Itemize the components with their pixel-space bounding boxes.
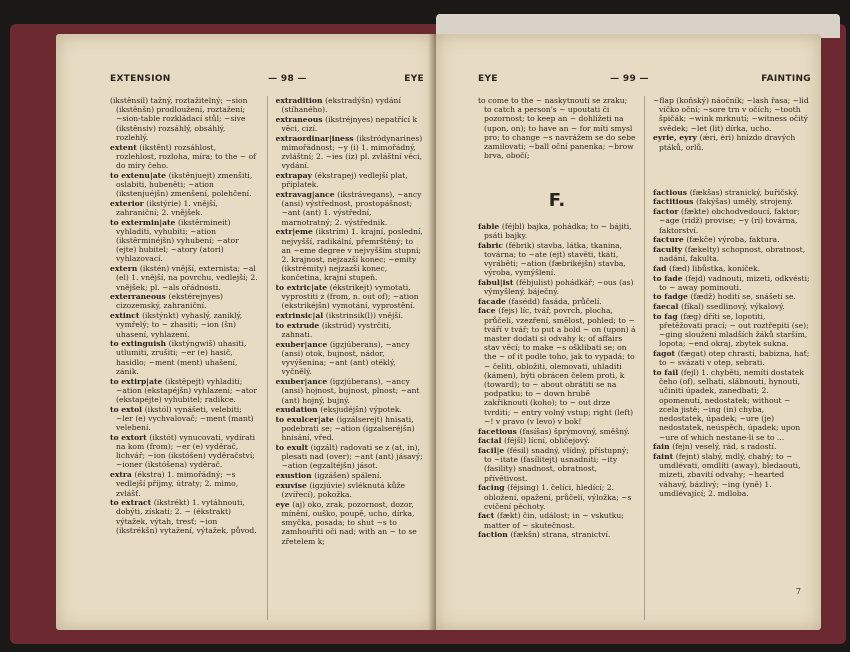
- entry-definition: (ikstén) vnější, externista; ~al (el) 1. vnější, na povrchu, vedlejší; 2. vnějšek; pl. ~als ořádnosti.: [116, 264, 258, 292]
- dictionary-entry: [110, 311, 259, 339]
- entry-headword: facture: [653, 235, 687, 245]
- entry-definition: (ikstól) vynášeti, velebiti; ~ler (e) vychvalovač; ~ment (mant) velebení.: [116, 404, 254, 433]
- entry-definition: (fækt) čin, událost; in ~ vskutku; matter of ~ skutečnost.: [484, 511, 624, 530]
- entry-definition: (fægat) otep chrastí, babizna, hať; to ~ svázati v otep, sebrati.: [659, 349, 810, 368]
- dictionary-entry: [276, 321, 425, 339]
- right-page-columns: [478, 96, 811, 620]
- entry-definition: (ikstýnkt) vyhaslý, zaniklý, vymřelý; to ~ zhasiti; ~ion (šn) uhasení, vyhlazení.: [116, 311, 243, 339]
- entry-headword: extrinsic|al: [275, 311, 326, 321]
- entry-definition: (fejd) vadnouti, mizeti, odkvésti; to ~ away pominouti.: [659, 273, 810, 292]
- entry-definition: (ikstrékt) 1. vytáhnouti, dobýti, získati; 2. ~ (ékstrakt) výtažek, výtah, tresť; ~ion (ikstrékšn) vytažení, výtažek, původ.: [116, 498, 257, 535]
- entry-headword: exuber|ance: [275, 339, 330, 349]
- dictionary-entry: [478, 297, 636, 306]
- entry-headword: fad: [653, 263, 670, 273]
- entry-definition: (igzášen) spálení.: [314, 471, 382, 481]
- entry-headword: extr|eme: [275, 227, 316, 237]
- entry-definition: (ikstrím) 1. krajní, poslední, nejvyšší, radikální, přemrštěný; to an ~eme degree v nejvyšším stupni; 2. krajnost, nejzazší konec; ~emity (ikstrémity) nejzazší konec, končetina, krajní stupeň.: [281, 227, 423, 283]
- entry-definition: (ékstrikejt) vymotati, vyprostiti z (from, n. out of); ~ation (ekstrikéjšn) vymotání, vyprostění.: [281, 283, 419, 311]
- section-letter: F.: [548, 190, 566, 212]
- entry-headword: fain: [653, 442, 673, 452]
- entry-headword: to extort: [110, 432, 150, 442]
- dictionary-entry: [276, 96, 425, 114]
- entry-definition: (ikstênsil) tažný, roztažitelný; ~sion (ikstênšn) prodloužení, roztažení; ~sion-table rozkládací stůl; ~sive (ikstênsiv) rozsáhlý, obsáhlý, rozlehlý.: [110, 96, 248, 142]
- dictionary-entry: [110, 292, 259, 310]
- dictionary-entry: [653, 349, 811, 367]
- entry-definition: (fasédd) fasáda, průčelí.: [508, 296, 602, 306]
- entry-headword: exudation: [275, 405, 321, 415]
- right-header-guideword-right: FAINTING: [761, 74, 811, 84]
- entry-definition: (fækšn) strana, stranictví.: [510, 530, 611, 540]
- dictionary-entry: [276, 171, 425, 189]
- dictionary-entry: [276, 377, 425, 405]
- entry-headword: extraneous: [275, 114, 326, 124]
- entry-definition: (fébrik) stavba, látka, tkanina, továrna; to ~ate (ejt) stavěti, tkáti, vyráběti; ~ation (fæbrikéjšn) stavba, výroba, vymýšlení.: [484, 240, 626, 278]
- left-page-columns: [110, 96, 424, 620]
- entry-definition: (ikstrinsik(l)) vnější.: [325, 311, 404, 321]
- entry-definition: (ikstýrie) 1. vnější, zahraniční; 2. vnějšek.: [116, 198, 218, 217]
- dictionary-entry: [110, 199, 259, 217]
- dictionary-entry: [276, 471, 425, 480]
- entry-definition: (fæg) dříti se, lopotiti, přetěžovati prací; ~ out roztřepiti (se); ~ging sloužení mladších žáků starším, lopota; ~end okraj, zbytek sukna.: [659, 311, 809, 349]
- entry-headword: exustion: [275, 471, 315, 481]
- entry-definition: (fésil) snadný, vlídný, přístupný; to ~itate (fasílitejt) usnadniti; ~ity (fasility) snadnost, obratnost, přívětivost.: [484, 446, 629, 483]
- entry-headword: extent: [110, 142, 140, 152]
- entry-headword: to extract: [110, 498, 154, 508]
- entry-definition: (igzjúvie) svléknutá kůže (zvířecí), pokožka.: [281, 480, 405, 500]
- entry-headword: exuvise: [275, 480, 310, 490]
- dictionary-entry: [276, 340, 425, 377]
- entry-headword: extradition: [275, 96, 326, 105]
- dictionary-entry: [276, 443, 425, 471]
- dictionary-entry: [110, 377, 259, 405]
- dictionary-entry: [653, 245, 811, 263]
- entry-definition: (ekstérejnyes) cizozemský, zahraniční.: [116, 292, 223, 311]
- right-column-1: [478, 96, 636, 620]
- entry-definition: (ikstót) vynucovati, vydírati na kom (from); ~er (e) vyděrač, lichvář; ~ion (ikstóšen) vyděračství; ~ioner (ikstóšena) vyděrač.: [116, 432, 256, 470]
- entry-definition: (fejnt) slabý, mdlý, chabý; to ~ umdlévati, omdlíti (away), bledaouti, mizeti, zbavití odvahy; ~hearted váhavý, bázlivý; ~ing (yně) 1. umdlévající; 2. mdloba.: [659, 451, 801, 498]
- dictionary-entry: [653, 235, 811, 244]
- entry-headword: facial: [478, 436, 505, 446]
- entry-definition: (ikstêpejt) vyhladiti; ~ation (ekstapéjšn) vyhlazení; ~ator (ekstapéjte) vyhubitel; radikce.: [116, 376, 258, 404]
- left-header-guideword-right: EYE: [404, 74, 424, 84]
- entry-definition: (ikstrúd) vystrčiti, zahnati.: [281, 320, 392, 340]
- dictionary-entry: [653, 264, 811, 273]
- entry-definition: (fakýšas) umělý, strojený.: [696, 197, 793, 207]
- entry-definition: (féjbl) bajka, pohádka; to ~ bájiti, psáti bajky.: [484, 221, 632, 240]
- entry-definition: (ikstródynarines) mimořádnost; ~y (i) 1. mimořádný, zvláštní; 2. ~ies (iz) pl. zvláštní věci, vydání.: [281, 133, 423, 171]
- entry-headword: factitious: [653, 197, 697, 207]
- entry-headword: fabul|ist: [478, 277, 516, 287]
- entry-headword: fact: [478, 511, 497, 521]
- dictionary-entry: [110, 339, 259, 376]
- entry-definition: (fækšas) stranický, buřičský.: [689, 187, 799, 197]
- dictionary-entry: [653, 207, 811, 235]
- entry-headword: to exulcer|ate: [275, 414, 337, 424]
- entry-headword: exterraneous: [110, 292, 169, 302]
- entry-headword: face: [478, 306, 499, 316]
- dictionary-entry: [478, 96, 636, 160]
- right-header-guideword-left: EYE: [478, 74, 498, 84]
- dictionary-entry: [276, 311, 425, 320]
- left-header-guideword-left: EXTENSION: [110, 74, 171, 84]
- right-page: [436, 34, 821, 630]
- entry-definition: (ikstréjnyes) nepatřící k věci, cizí.: [281, 114, 418, 134]
- entry-headword: extrapay: [275, 171, 315, 181]
- entry-definition: (fasíšas) šprýmovný, směšný.: [519, 426, 630, 436]
- dictionary-entry: [653, 368, 811, 442]
- entry-definition: (ikstênt) rozsáhlost, rozlehlost, rozloha, míra; to the ~ of do míry čeho.: [116, 142, 257, 170]
- dictionary-entry: [276, 500, 425, 546]
- entry-headword: extraordinar|iness: [275, 133, 357, 143]
- entry-definition: (ǽri, ėri) hnízdo dravých ptáků, orlů.: [659, 133, 796, 152]
- corner-mark: 7: [795, 587, 801, 596]
- entry-definition: (ékstra) 1. mimořádný; ~s vedlejší příjmy, útraty; 2. mimo, zvlášť.: [116, 470, 239, 498]
- entry-headword: fabric: [478, 240, 506, 250]
- entry-headword: fable: [478, 221, 502, 231]
- entry-headword: to fadge: [653, 292, 691, 302]
- dictionary-entry: [276, 190, 425, 227]
- dictionary-entry: [653, 188, 811, 197]
- dictionary-entry: [110, 96, 259, 142]
- entry-headword: to extinguish: [110, 339, 169, 349]
- dictionary-entry: [276, 415, 425, 443]
- entry-definition: (igzjúberans), ~ancy (ansi) otok, bujnost, nádor, vyvýšenina; ~ant (ant) otéklý, vyčnělý.: [281, 339, 410, 377]
- entry-definition: (féjsinɡ) 1. čelíci, hledící; 2. obložení, opažení, průčelí, výložka; ~s cvičení pěchoty.: [484, 483, 632, 511]
- entry-headword: to extermin|ate: [110, 217, 179, 227]
- entry-definition: (fækelty) schopnost, obratnost, nadání, fakulta.: [659, 244, 806, 264]
- entry-definition: (fíkal) ssedlinový, výkalový.: [681, 302, 785, 312]
- dictionary-entry: [653, 292, 811, 301]
- dictionary-entry: [276, 283, 425, 311]
- left-column-1: [110, 96, 259, 620]
- entry-headword: extinct: [110, 311, 143, 321]
- entry-definition: (ikstýngwiš) uhasiti, utlumiti, zrušiti; ~er (e) hasič, hasidlo; ~ment (ment) uhašení, zánik.: [116, 339, 247, 376]
- dictionary-entry: [478, 222, 636, 240]
- entry-definition: (fejl) 1. chyběti, nemíti dostatek čeho (of), selhati, slábnouti, hynouti, učiniti úpadek, zanedbati; 2. opomenutí, nedostatek; without ~ zcela jistě; ~ing (in) chyba, nedostatek, úpadek; ~ure (je) nedostatek, neúspěch, úpadek; upon ~ure of which nestane-li se to ...: [659, 368, 804, 442]
- entry-definition: ~flap (koňský) náočník; ~lash řasa; ~lid víčko oční; ~sore trn v očích; ~tooth špičák; ~wink mrknutí; ~witness očitý svědek; ~let (lit) dírka, ucho.: [653, 96, 809, 133]
- entry-headword: eye: [275, 499, 293, 509]
- entry-definition: (fébjulist) pohádkář; ~ous (as) výmyšlený, báječný.: [484, 277, 634, 297]
- entry-headword: factor: [653, 207, 682, 217]
- dictionary-entry: [110, 498, 259, 535]
- dictionary-entry: [653, 133, 811, 151]
- entry-headword: eyrie, eyry: [653, 133, 700, 143]
- entry-headword: facetious: [478, 426, 520, 436]
- entry-headword: exterior: [110, 198, 147, 208]
- entry-headword: faecal: [653, 302, 682, 312]
- entry-headword: faculty: [653, 244, 685, 254]
- entry-definition: (igzjúberans), ~ancy (ansi) hojnost, bujnost, plnost; ~ant (ant) hojný, bujný.: [281, 377, 420, 405]
- entry-definition: (ikstênjuejt) zmenšiti, oslabiti, hubeněti; ~ation (ikstenjuéjšn) zmenšení, polehčení.: [116, 170, 253, 199]
- right-header-page-number: — 99 —: [610, 74, 649, 84]
- entry-definition: (ikstrávegans), ~ancy (ansi) výstřednost, prostopášnost; ~ant (ant) 1. výstřední, marnotratný; 2. výstřednik.: [281, 190, 422, 227]
- left-page-header: [110, 74, 424, 84]
- dictionary-entry: [478, 241, 636, 278]
- dictionary-entry: [110, 264, 259, 292]
- dictionary-entry: [653, 274, 811, 292]
- entry-definition: (igzált) radovati se z (at, in), plesati nad (over); ~ant (ant) jásavý; ~ation (egzaltéjšn) jásot.: [281, 443, 423, 471]
- entry-definition: (fækte) obchodvedoucí, faktor; ~age (ridž) provise; ~y (ri) továrna, faktorství.: [659, 207, 800, 235]
- entry-headword: exuber|ance: [275, 377, 330, 387]
- entry-headword: extern: [110, 264, 140, 274]
- dictionary-entry: [110, 143, 259, 171]
- left-header-page-number: — 98 —: [268, 74, 307, 84]
- dictionary-entry: [653, 197, 811, 206]
- entry-headword: factious: [653, 187, 690, 197]
- dictionary-entry: [478, 483, 636, 511]
- entry-headword: to fail: [653, 368, 681, 378]
- dictionary-entry: [653, 452, 811, 498]
- entry-headword: extravag|ance: [275, 190, 338, 200]
- left-page: [56, 34, 436, 630]
- entry-definition: (ikstêrmineit) vyhladiti, vyhubiti; ~ation (ikstêrminéjšn) vyhubení; ~ator (ejte) hubitel; ~atory (atori) vyhlazovací.: [116, 217, 239, 264]
- entry-headword: facil|e: [478, 446, 507, 455]
- entry-headword: to exult: [275, 443, 311, 453]
- dictionary-entry: [478, 446, 636, 483]
- dictionary-entry: [276, 227, 425, 282]
- dictionary-entry: [478, 530, 636, 539]
- column-divider: [267, 96, 268, 620]
- dictionary-entry: [478, 278, 636, 296]
- dictionary-entry: [276, 481, 425, 499]
- entry-definition: (eksjudéjšn) výpotek.: [320, 405, 402, 415]
- entry-headword: to fag: [653, 311, 681, 321]
- column-divider: [644, 96, 645, 620]
- entry-headword: to extrude: [275, 320, 322, 330]
- right-page-header: [478, 74, 811, 84]
- dictionary-entry: [276, 115, 425, 133]
- entry-definition: (fækče) výroba, faktura.: [686, 235, 780, 245]
- entry-definition: (féjšl) lícní, obličejový.: [504, 436, 590, 446]
- left-column-2: [276, 96, 425, 620]
- entry-headword: extra: [110, 470, 135, 480]
- entry-headword: to extol: [110, 404, 145, 414]
- dictionary-entry: [653, 96, 811, 133]
- dictionary-entry: [653, 312, 811, 349]
- dictionary-entry: [110, 218, 259, 264]
- dictionary-entry: [653, 442, 811, 451]
- entry-definition: to come to the ~ naskytnouti se zraku; to catch a person's ~ upoutati či pozornost; to keep an ~ dohlížeti na (upon, on); to have an ~ for míti smysl pro; to change ~s navrážem se do sebe zamilovati; ~ball oční panenka; ~brow brva, obočí;: [478, 96, 636, 161]
- dictionary-entry: [478, 436, 636, 445]
- right-column-2: [653, 96, 811, 620]
- entry-headword: fagot: [653, 349, 678, 359]
- dictionary-entry: [110, 405, 259, 433]
- entry-definition: (fejs) líc, tvář, povrch, plocha, průčelí, vzezření, smělost, pohled; to ~ tváří v tvář; to put a bold ~ on (upon) á master dodati si odvahy k; of affairs stav věcí; to make ~s ošklibati se; on the ~ of it podle toho, jak to vypadá; to ~ čeliti, obložiti, olemovati, uhladiti (kámen), býti obrácen čelem proti, k (toward); to ~ about obrátiti se na podpatku; to ~ down hrubě zakřiknouti (koho); to ~ out drze tvrditi; ~ entry volný vstup; right (left) ~! v pravo (v levo) v bok!: [484, 306, 636, 426]
- dictionary-entry: [110, 433, 259, 470]
- dictionary-entry: [478, 427, 636, 436]
- dictionary-entry: [478, 306, 636, 426]
- dictionary-entry: [276, 134, 425, 171]
- dictionary-entry: [110, 470, 259, 498]
- entry-headword: facing: [478, 483, 508, 493]
- entry-definition: (fæd) libůstka, koníček.: [669, 263, 761, 273]
- entry-headword: faction: [478, 530, 511, 540]
- entry-definition: (ekstradýšn) vydání (stíhaného).: [281, 96, 401, 115]
- entry-headword: to extirp|ate: [110, 376, 165, 386]
- entry-definition: (fædž) hodití se, snášeti se.: [690, 292, 796, 302]
- dictionary-entry: [653, 302, 811, 311]
- entry-headword: faint: [653, 451, 676, 461]
- dictionary-entry: [478, 511, 636, 529]
- dictionary-entry: [276, 405, 425, 414]
- entry-definition: (ékstrapej) vedlejší plat, příplatek.: [281, 171, 408, 190]
- entry-headword: to extric|ate: [275, 283, 330, 293]
- entry-headword: facade: [478, 296, 509, 306]
- entry-definition: (fejn) veselý, rád, s radostí.: [672, 442, 777, 452]
- entry-definition: (aj) oko, zrak, pozornost, dozor, mínění, ouško, poupě, ucho, dírka, smyčka, posada; to shut ~s to zamhouřiti oči nad; with an ~ to se zřetelem k;: [281, 499, 417, 546]
- dictionary-entry: [110, 171, 259, 199]
- entry-headword: to extenu|ate: [110, 170, 169, 180]
- entry-headword: to fade: [653, 273, 686, 283]
- entry-definition: (igzálserejt) hnisati, podebrati se; ~ation (igzalseréjšn) hnisání, vřed.: [281, 414, 415, 443]
